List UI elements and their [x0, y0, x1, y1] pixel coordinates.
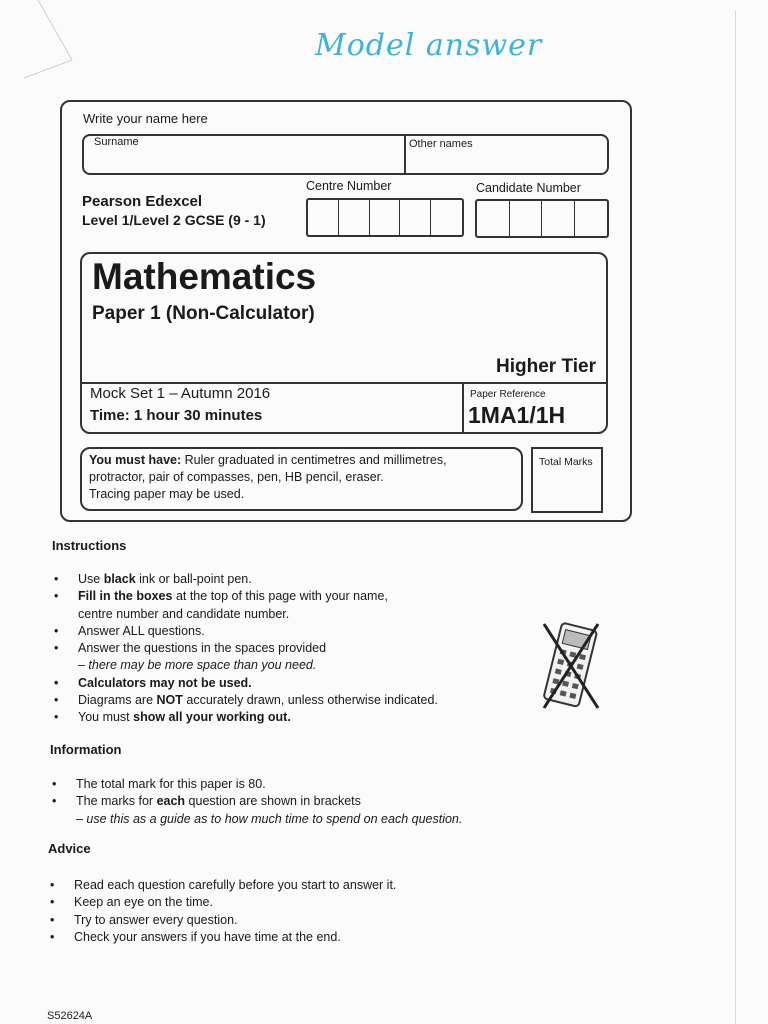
must-have-line-3: Tracing paper may be used. — [89, 487, 245, 501]
total-marks-box — [531, 447, 603, 513]
paper-reference: 1MA1/1H — [468, 402, 566, 428]
title-box — [80, 252, 608, 434]
candidate-number-label: Candidate Number — [476, 181, 581, 195]
advice-heading: Advice — [48, 841, 91, 856]
information-continuation: – use this as a guide as to how much time to spend on each question. — [76, 811, 463, 826]
advice-item: • Read each question carefully before you start to answer it. — [48, 877, 548, 894]
subject-title: Mathematics — [92, 256, 317, 297]
information-item: • The marks for each question are shown in brackets — [50, 793, 550, 810]
must-have-label: You must have: — [89, 453, 182, 467]
information-list — [50, 776, 550, 828]
advice-list — [48, 877, 548, 946]
name-divider — [404, 136, 406, 173]
name-box — [82, 134, 609, 175]
instruction-item: • Answer ALL questions. — [52, 623, 532, 640]
instructions-heading: Instructions — [52, 538, 127, 553]
footer-code: S52624A — [47, 1010, 93, 1022]
no-calculator-icon — [538, 620, 604, 712]
advice-item: • Try to answer every question. — [48, 912, 548, 929]
must-have-line-2: protractor, pair of compasses, pen, HB pencil, eraser. — [89, 470, 384, 484]
instruction-item: • Calculators may not be used. — [52, 675, 532, 692]
instruction-item: • Answer the questions in the spaces provided — [52, 640, 532, 657]
paper-title: Paper 1 (Non-Calculator) — [92, 303, 315, 324]
information-item: • The total mark for this paper is 80. — [50, 776, 550, 793]
reference-divider — [462, 382, 464, 434]
instruction-item: • Diagrams are NOT accurately drawn, unless otherwise indicated. — [52, 692, 532, 709]
surname-label: Surname — [94, 136, 139, 148]
other-names-label: Other names — [409, 138, 473, 150]
centre-number-boxes — [306, 198, 464, 237]
must-have-box — [80, 447, 523, 511]
session-label: Mock Set 1 – Autumn 2016 — [90, 385, 271, 402]
exam-board: Pearson Edexcel — [82, 193, 203, 210]
candidate-number-boxes — [475, 199, 609, 238]
tier-label: Higher Tier — [496, 356, 596, 377]
corner-fold — [0, 0, 80, 80]
page-edge — [735, 10, 736, 1024]
time-label: Time: 1 hour 30 minutes — [90, 407, 263, 424]
paper-reference-label: Paper Reference — [470, 389, 546, 400]
instruction-item: • Use black ink or ball-point pen. — [52, 571, 532, 588]
total-marks-label: Total Marks — [539, 456, 593, 468]
instruction-continuation: – there may be more space than you need. — [78, 658, 317, 673]
title-divider — [82, 382, 606, 384]
instruction-item: • Fill in the boxes at the top of this page with your name, — [52, 588, 532, 605]
handwritten-note: Model answer — [315, 28, 543, 63]
information-heading: Information — [50, 742, 122, 757]
centre-number-label: Centre Number — [306, 179, 392, 193]
exam-level: Level 1/Level 2 GCSE (9 - 1) — [82, 212, 266, 228]
must-have-line-1: Ruler graduated in centimetres and millimetres, — [181, 453, 447, 467]
instructions-list — [52, 571, 532, 727]
advice-item: • Keep an eye on the time. — [48, 894, 548, 911]
instruction-continuation: centre number and candidate number. — [78, 606, 290, 621]
must-have-text — [89, 452, 519, 503]
advice-item: • Check your answers if you have time at the end. — [48, 929, 548, 946]
write-name-label: Write your name here — [83, 111, 208, 126]
instruction-item: • You must show all your working out. — [52, 709, 532, 726]
